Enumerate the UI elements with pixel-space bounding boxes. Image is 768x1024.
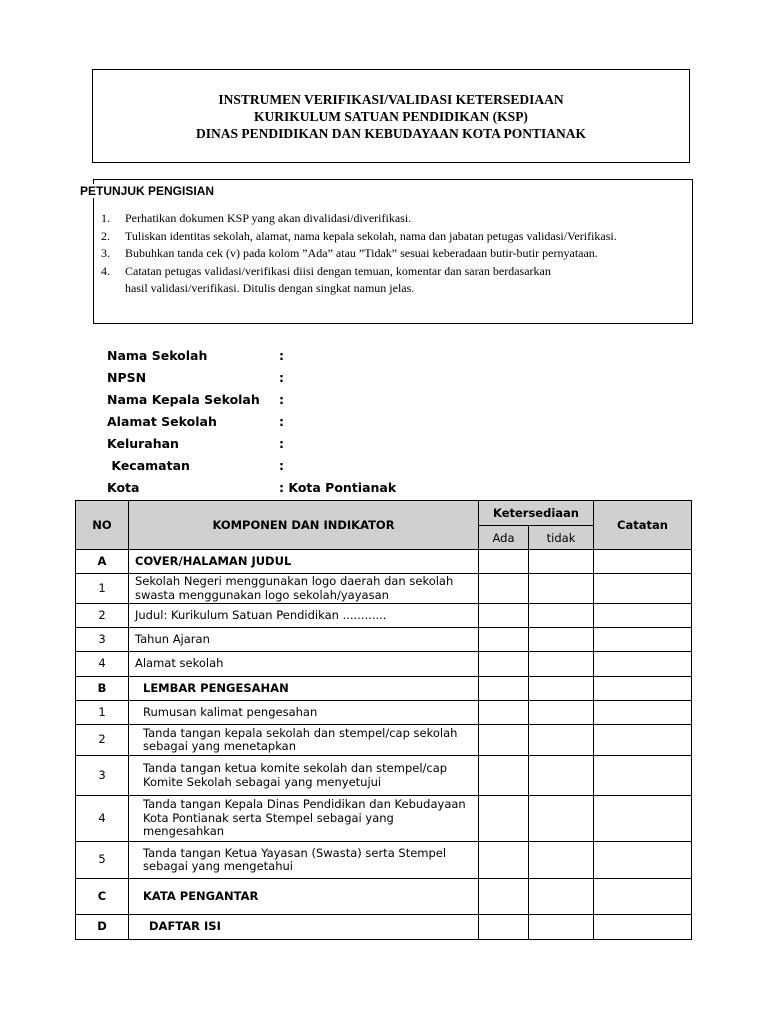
cell-tidak[interactable] [529, 604, 594, 628]
form-value[interactable]: : [279, 347, 284, 363]
cell-ada[interactable] [479, 842, 529, 879]
row-text: Tanda tangan Ketua Yayasan (Swasta) serta Stempel sebagai yang mengetahui [129, 842, 479, 879]
form-row-nama-kepala-sekolah [107, 388, 396, 410]
form-row-npsn [107, 366, 396, 388]
header-tidak: tidak [529, 526, 594, 550]
row-no: 2 [76, 725, 129, 756]
form-value[interactable]: : Kota Pontianak [279, 480, 397, 496]
cell-ada[interactable] [479, 652, 529, 677]
cell-ada[interactable] [479, 677, 529, 701]
cell-tidak[interactable] [529, 879, 594, 915]
petunjuk-item [101, 245, 681, 263]
header-catatan: Catatan [594, 501, 692, 550]
cell-catatan[interactable] [594, 628, 692, 652]
cell-catatan[interactable] [594, 652, 692, 677]
table-row [76, 915, 692, 940]
cell-catatan[interactable] [594, 604, 692, 628]
cell-tidak[interactable] [529, 915, 594, 940]
form-value[interactable]: : [279, 435, 284, 451]
petunjuk-item-number: 1. [101, 211, 110, 225]
petunjuk-heading: PETUNJUK PENGISIAN [80, 184, 215, 198]
petunjuk-item-number: 4. [101, 263, 110, 278]
cell-catatan[interactable] [594, 756, 692, 796]
cell-ada[interactable] [479, 701, 529, 725]
form-value[interactable]: : [279, 391, 284, 407]
table-row [76, 842, 692, 879]
cell-ada[interactable] [479, 756, 529, 796]
row-text: Tanda tangan kepala sekolah dan stempel/cap sekolah sebagai yang menetapkan [129, 725, 479, 756]
row-no: 1 [76, 701, 129, 725]
petunjuk-item-number: 3. [101, 246, 110, 260]
row-no: 3 [76, 628, 129, 652]
title-line-2: KURIKULUM SATUAN PENDIDIKAN (KSP) [254, 108, 528, 124]
table-row [76, 677, 692, 701]
form-row-kecamatan [107, 454, 396, 476]
cell-tidak[interactable] [529, 550, 594, 574]
form-label: NPSN [107, 369, 147, 385]
header-ada: Ada [479, 526, 529, 550]
cell-ada[interactable] [479, 725, 529, 756]
header-no: NO [76, 501, 129, 550]
table-row [76, 550, 692, 574]
row-text: Tanda tangan ketua komite sekolah dan stempel/cap Komite Sekolah sebagai yang menyetujui [129, 756, 479, 796]
table-row [76, 652, 692, 677]
form-value[interactable]: : [279, 458, 284, 474]
row-text: DAFTAR ISI [129, 915, 479, 940]
header-ketersediaan: Ketersediaan [479, 501, 594, 526]
form-label: Kecamatan [107, 458, 190, 474]
table-row [76, 628, 692, 652]
header-komponen: KOMPONEN DAN INDIKATOR [129, 501, 479, 550]
cell-catatan[interactable] [594, 574, 692, 604]
table-row [76, 796, 692, 842]
title-line-1: INSTRUMEN VERIFIKASI/VALIDASI KETERSEDIAAN [218, 91, 564, 107]
form-label: Nama Sekolah [107, 347, 208, 363]
cell-tidak[interactable] [529, 701, 594, 725]
identity-form [107, 344, 396, 499]
table-row [76, 725, 692, 756]
petunjuk-item [101, 228, 681, 246]
row-no: 1 [76, 574, 129, 604]
table-row [76, 604, 692, 628]
petunjuk-item-text: Catatan petugas validasi/verifikasi diisi dengan temuan, komentar dan saran berdasarkan [125, 263, 551, 278]
cell-tidak[interactable] [529, 677, 594, 701]
petunjuk-item-number: 2. [101, 228, 110, 243]
table-row [76, 756, 692, 796]
row-text: Sekolah Negeri menggunakan logo daerah dan sekolah swasta menggunakan logo sekolah/yayasan [129, 574, 479, 604]
petunjuk-item-text: Tuliskan identitas sekolah, alamat, nama kepala sekolah, nama dan jabatan petugas validasi/Verifikasi. [125, 228, 617, 243]
petunjuk-item [101, 210, 681, 228]
row-no: 2 [76, 604, 129, 628]
form-value[interactable]: : [279, 369, 284, 385]
form-label: Kota [107, 480, 140, 496]
cell-ada[interactable] [479, 879, 529, 915]
row-text: Judul: Kurikulum Satuan Pendidikan ............ [129, 604, 479, 628]
form-label: Nama Kepala Sekolah [107, 391, 260, 407]
row-no: 4 [76, 652, 129, 677]
cell-catatan[interactable] [594, 842, 692, 879]
row-text: LEMBAR PENGESAHAN [129, 677, 479, 701]
row-text: Rumusan kalimat pengesahan [129, 701, 479, 725]
cell-catatan[interactable] [594, 796, 692, 842]
cell-tidak[interactable] [529, 725, 594, 756]
petunjuk-list [101, 210, 681, 298]
table-row [76, 701, 692, 725]
title-line-3: DINAS PENDIDIKAN DAN KEBUDAYAAN KOTA PONTIANAK [196, 125, 586, 141]
form-row-nama-sekolah [107, 344, 396, 366]
cell-tidak[interactable] [529, 628, 594, 652]
cell-catatan[interactable] [594, 550, 692, 574]
cell-tidak[interactable] [529, 574, 594, 604]
cell-ada[interactable] [479, 796, 529, 842]
row-no: 5 [76, 842, 129, 879]
row-no: 3 [76, 756, 129, 796]
cell-tidak[interactable] [529, 842, 594, 879]
form-label: Alamat Sekolah [107, 413, 217, 429]
cell-ada[interactable] [479, 628, 529, 652]
cell-catatan[interactable] [594, 879, 692, 915]
cell-tidak[interactable] [529, 652, 594, 677]
petunjuk-item-text-continuation: hasil validasi/verifikasi. Ditulis dengan singkat namun jelas. [125, 281, 415, 295]
cell-catatan[interactable] [594, 677, 692, 701]
form-row-alamat-sekolah [107, 410, 396, 432]
cell-ada[interactable] [479, 574, 529, 604]
petunjuk-item-text-wrap [125, 263, 681, 298]
row-text: Tahun Ajaran [129, 628, 479, 652]
cell-ada[interactable] [479, 604, 529, 628]
form-value[interactable]: : [279, 413, 284, 429]
form-label: Kelurahan [107, 435, 179, 451]
cell-catatan[interactable] [594, 725, 692, 756]
petunjuk-item-text: Bubuhkan tanda cek (v) pada kolom ”Ada” atau ”Tidak” sesuai keberadaan butir-butir pernyataan. [125, 246, 598, 260]
row-text: Tanda tangan Kepala Dinas Pendidikan dan Kebudayaan Kota Pontianak serta Stempel sebagai yang mengesahkan [129, 796, 479, 842]
cell-catatan[interactable] [594, 915, 692, 940]
row-no: D [76, 915, 129, 940]
row-no: C [76, 879, 129, 915]
row-no: A [76, 550, 129, 574]
row-text: KATA PENGANTAR [129, 879, 479, 915]
cell-tidak[interactable] [529, 756, 594, 796]
row-text: COVER/HALAMAN JUDUL [129, 550, 479, 574]
row-no: 4 [76, 796, 129, 842]
petunjuk-item [101, 263, 681, 298]
table-header-row [76, 501, 692, 526]
cell-ada[interactable] [479, 915, 529, 940]
cell-catatan[interactable] [594, 701, 692, 725]
petunjuk-item-text: Perhatikan dokumen KSP yang akan divalidasi/diverifikasi. [125, 211, 412, 225]
row-no: B [76, 677, 129, 701]
table-row [76, 879, 692, 915]
cell-tidak[interactable] [529, 796, 594, 842]
table-row [76, 574, 692, 604]
title-box [92, 69, 690, 163]
form-row-kota [107, 477, 396, 499]
cell-ada[interactable] [479, 550, 529, 574]
verification-table [75, 500, 692, 940]
form-row-kelurahan [107, 432, 396, 454]
row-text: Alamat sekolah [129, 652, 479, 677]
